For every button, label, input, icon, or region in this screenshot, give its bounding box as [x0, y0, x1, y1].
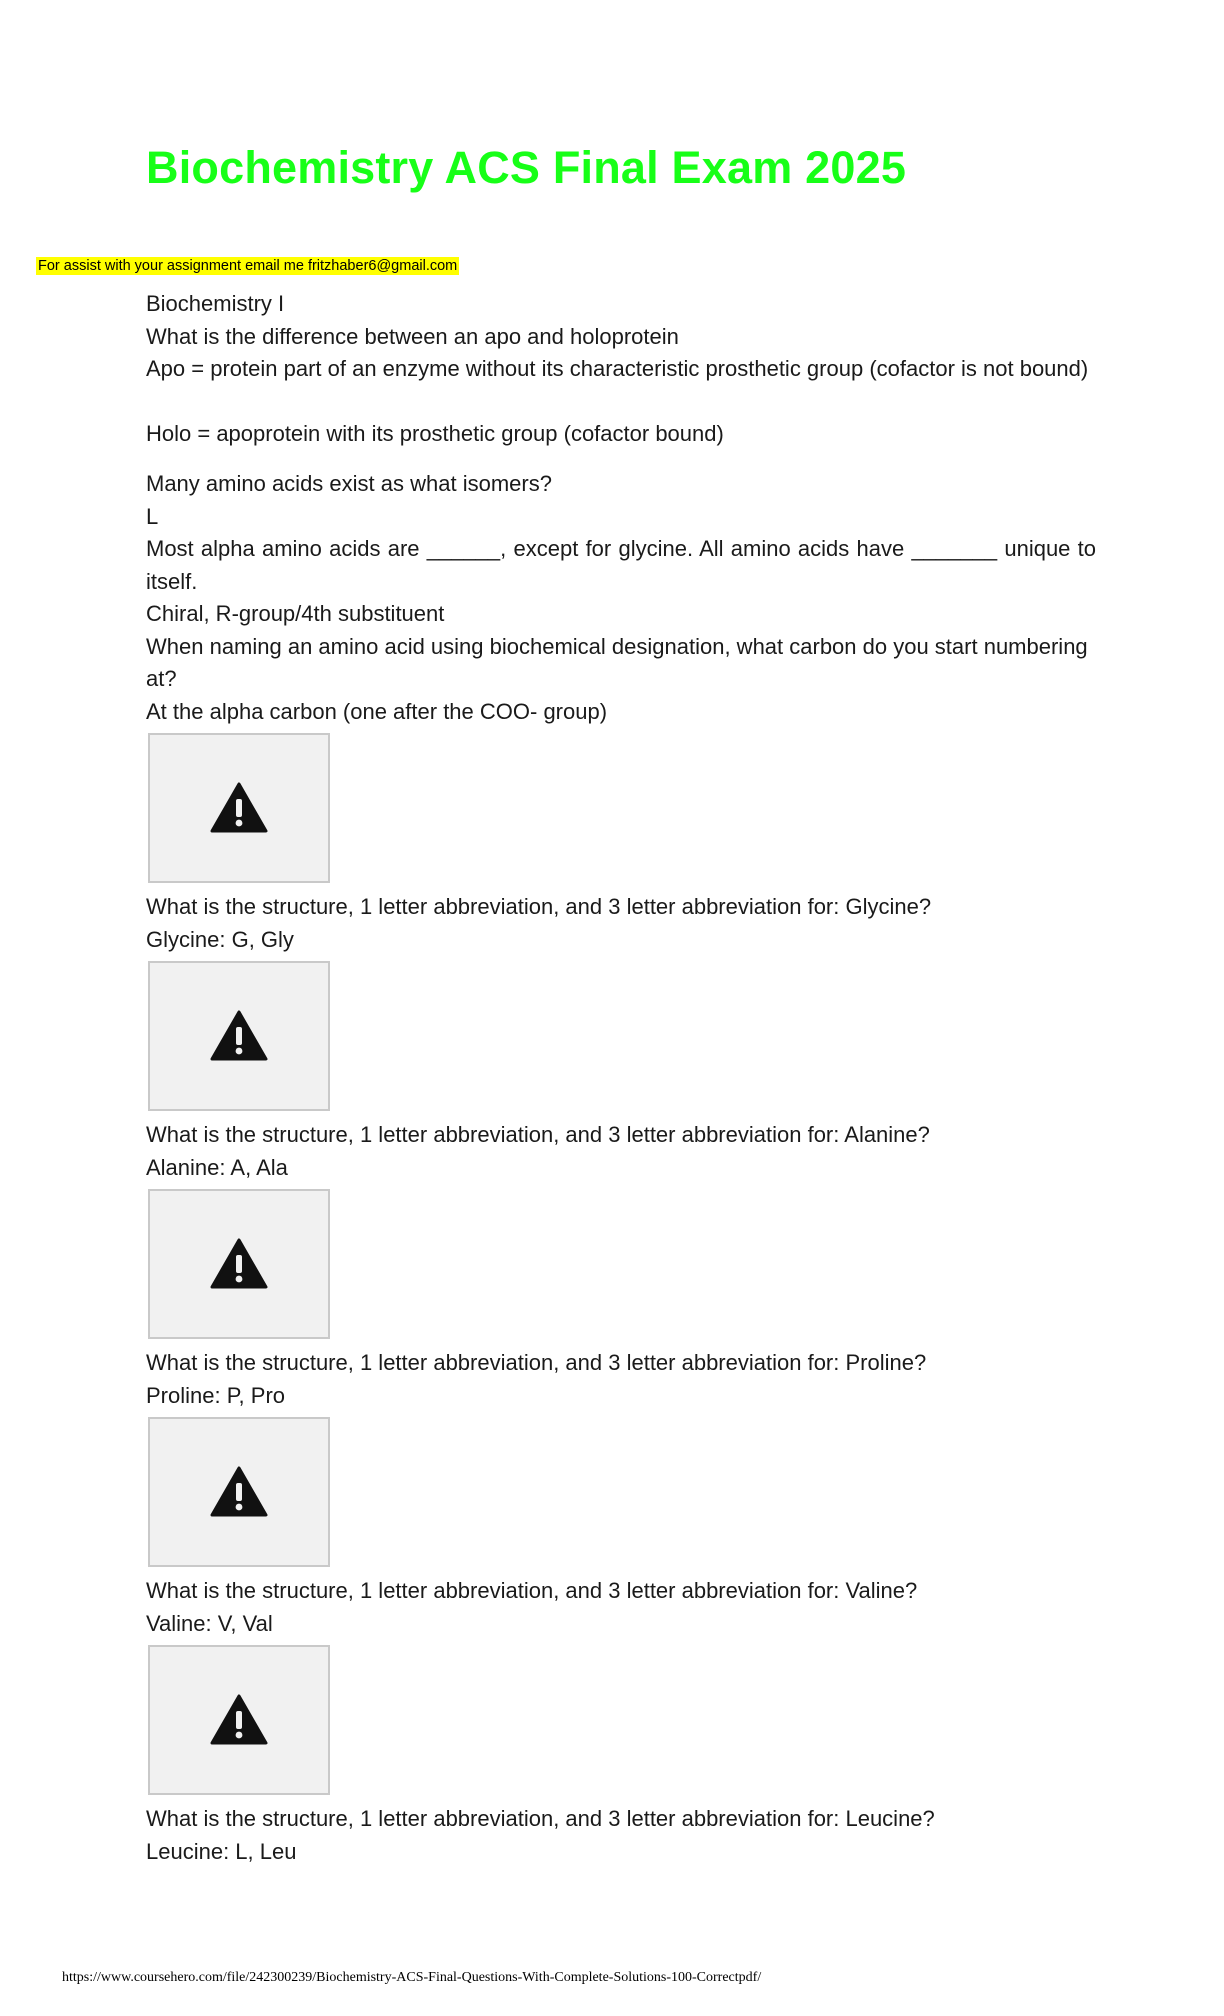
warning-triangle-icon [210, 782, 268, 834]
source-url-link[interactable]: https://www.coursehero.com/file/242300239/Biochemistry-ACS-Final-Questions-With-Complete-Solutions-100-Correctpdf/ [62, 1970, 762, 1985]
broken-image-placeholder [148, 1417, 330, 1567]
broken-image-placeholder [148, 961, 330, 1111]
question-2: Many amino acids exist as what isomers? [146, 471, 552, 496]
answer-1-apo: Apo = protein part of an enzyme without its characteristic prosthetic group (cofactor is not bound) [146, 356, 1089, 381]
warning-triangle-icon [210, 1238, 268, 1290]
broken-image-placeholder [148, 1189, 330, 1339]
broken-image-placeholder [148, 1645, 330, 1795]
amino-acid-answer: Valine: V, Val [146, 1610, 273, 1636]
amino-acid-answer: Proline: P, Pro [146, 1382, 286, 1408]
amino-acid-question: What is the structure, 1 letter abbreviation, and 3 letter abbreviation for: Glycine? [146, 894, 932, 919]
amino-acid-answer: Leucine: L, Leu [146, 1838, 297, 1864]
question-1: What is the difference between an apo and holoprotein [146, 323, 679, 349]
section-heading: Biochemistry I [146, 291, 285, 316]
warning-triangle-icon [210, 1694, 268, 1746]
question-3: Most alpha amino acids are ______, except for glycine. All amino acids have _______ unique to itself. [146, 536, 1096, 594]
warning-triangle-icon [210, 1466, 268, 1518]
document-title: Biochemistry ACS Final Exam 2025 [146, 142, 907, 193]
broken-image-placeholder [148, 733, 330, 883]
amino-acid-question: What is the structure, 1 letter abbreviation, and 3 letter abbreviation for: Valine? [146, 1578, 918, 1603]
warning-triangle-icon [210, 1010, 268, 1062]
answer-1-holo: Holo = apoprotein with its prosthetic group (cofactor bound) [146, 420, 724, 446]
amino-acid-question: What is the structure, 1 letter abbreviation, and 3 letter abbreviation for: Leucine? [146, 1806, 935, 1831]
assist-note: For assist with your assignment email me fritzhaber6@gmail.com [38, 258, 458, 274]
answer-3: Chiral, R-group/4th substituent [146, 601, 445, 626]
answer-4: At the alpha carbon (one after the COO- group) [146, 698, 608, 724]
answer-2: L [146, 503, 159, 529]
document-body [146, 288, 1096, 1868]
amino-acid-answer: Alanine: A, Ala [146, 1154, 288, 1180]
amino-acid-question: What is the structure, 1 letter abbreviation, and 3 letter abbreviation for: Alanine? [146, 1122, 930, 1147]
amino-acid-question: What is the structure, 1 letter abbreviation, and 3 letter abbreviation for: Proline? [146, 1350, 927, 1375]
question-4: When naming an amino acid using biochemical designation, what carbon do you start numbering at? [146, 633, 1088, 691]
amino-acid-answer: Glycine: G, Gly [146, 926, 294, 952]
